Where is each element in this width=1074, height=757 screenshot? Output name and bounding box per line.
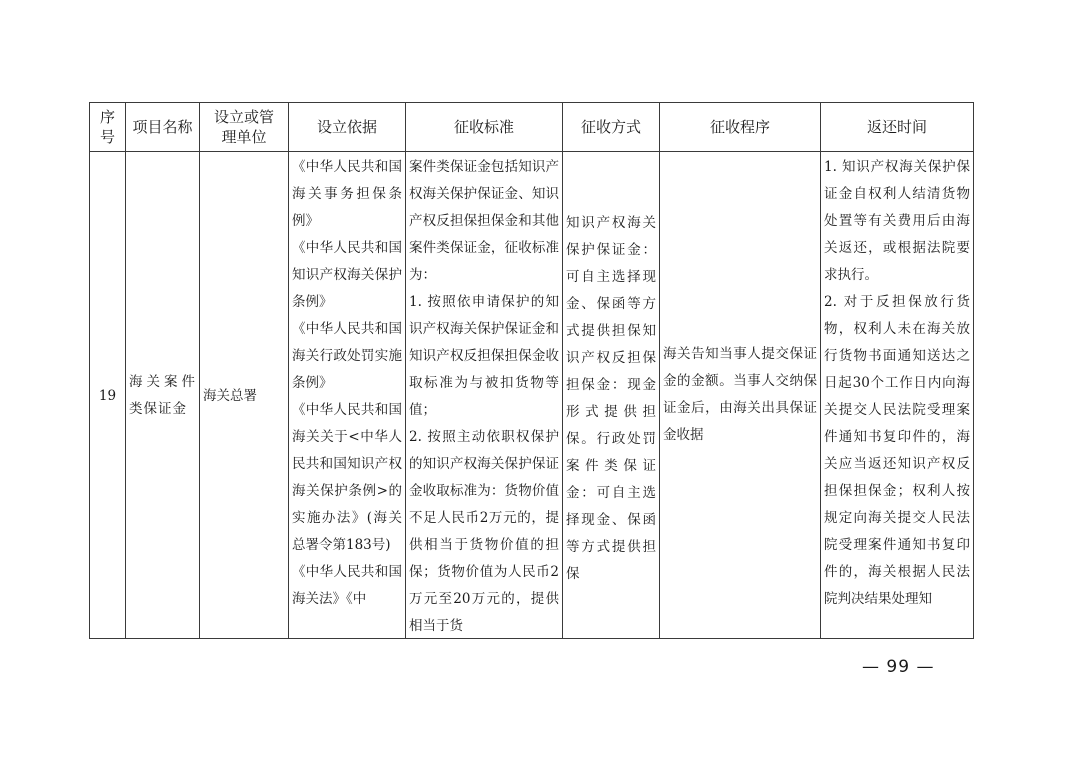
- refund-paragraph: 2. 对于反担保放行货物，权利人未在海关放行货物书面通知送达之日起30个工作日内向海关提交人民法院受理案件通知书复印件的，海关应当返还知识产权反担保担保金；权利人按规定向海关提交人民法院受理案件通知书复印件的，海关根据人民法院判决结果处理知: [824, 294, 970, 607]
- header-method: 征收方式: [563, 103, 660, 152]
- header-no: 序号: [90, 103, 126, 152]
- header-unit: 设立或管理单位: [200, 103, 289, 152]
- cell-method: [563, 152, 660, 639]
- header-refund: 返还时间: [821, 103, 974, 152]
- basis-item: 《中华人民共和国海关事务担保条例》: [292, 159, 402, 229]
- fee-table: [89, 102, 974, 639]
- cell-unit: [200, 152, 289, 639]
- basis-item: 《中华人民共和国知识产权海关保护条例》: [292, 240, 402, 310]
- standard-paragraph: 2. 按照主动依职权保护的知识产权海关保护保证金收取标准为：货物价值不足人民币2万元的，提供相当于货物价值的担保；货物价值为人民币2万元至20万元的，提供相当于货: [409, 429, 559, 634]
- row-number: 19: [98, 387, 117, 404]
- refund-paragraph: 1. 知识产权海关保护保证金自权利人结清货物处置等有关费用后由海关返还，或根据法院要求执行。: [824, 159, 970, 283]
- header-name: 项目名称: [126, 103, 200, 152]
- basis-item: 《中华人民共和国海关法》《中: [292, 564, 402, 607]
- managing-unit: 海关总署: [203, 387, 257, 404]
- cell-basis: [289, 152, 406, 639]
- header-standard: 征收标准: [406, 103, 563, 152]
- cell-no: [90, 152, 126, 639]
- cell-refund: [821, 152, 974, 639]
- standard-paragraph: 案件类保证金包括知识产权海关保护保证金、知识产权反担保担保金和其他案件类保证金，征收标准为：: [409, 159, 559, 283]
- header-procedure: 征收程序: [660, 103, 821, 152]
- cell-name: [126, 152, 200, 639]
- header-basis: 设立依据: [289, 103, 406, 152]
- basis-item: 《中华人民共和国海关关于<中华人民共和国知识产权海关保护条例>的实施办法》(海关总署令第183号): [292, 402, 402, 553]
- collection-procedure: 海关告知当事人提交保证金的金额。当事人交纳保证金后，由海关出具保证金收据: [663, 346, 817, 443]
- header-row: [90, 103, 974, 152]
- standard-paragraph: 1. 按照依申请保护的知识产权海关保护保证金和知识产权反担保担保金收取标准为与被扣货物等值；: [409, 294, 559, 418]
- table-row: [90, 152, 974, 639]
- cell-procedure: [660, 152, 821, 639]
- cell-standard: [406, 152, 563, 639]
- project-name: 海关案件类保证金: [129, 374, 196, 417]
- page-number: — 99 —: [862, 657, 935, 677]
- basis-item: 《中华人民共和国海关行政处罚实施条例》: [292, 321, 402, 391]
- collection-method: 知识产权海关保护保证金：可自主选择现金、保函等方式提供担保知识产权反担保担保金：现金形式提供担保。行政处罚案件类保证金：可自主选择现金、保函等方式提供担保: [566, 215, 656, 582]
